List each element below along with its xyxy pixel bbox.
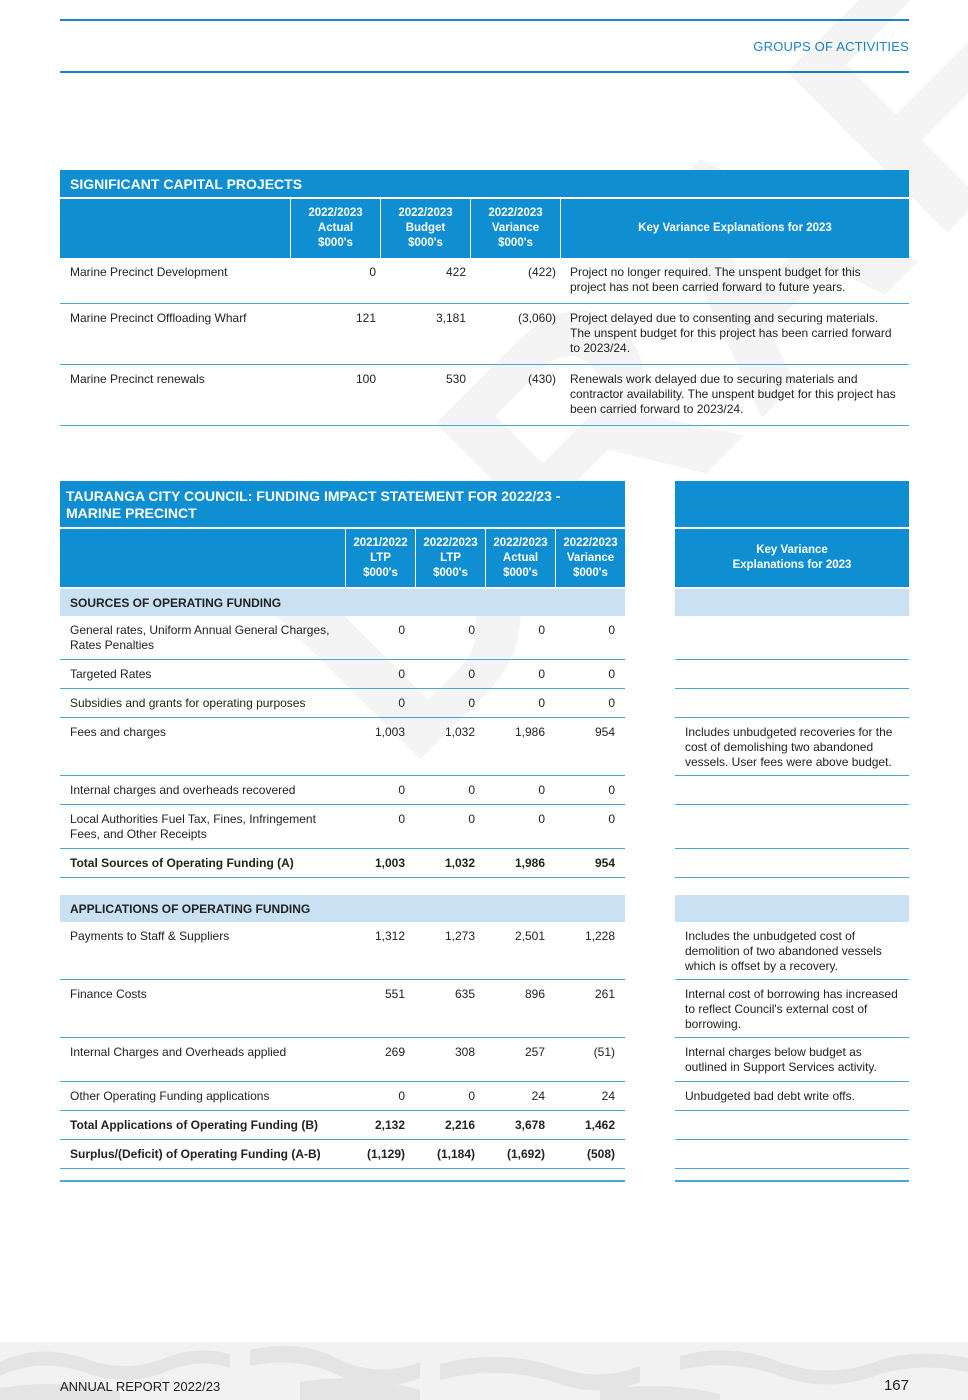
cell-value: 0: [468, 783, 475, 797]
cell-value: 0: [468, 623, 475, 637]
cell-value: 1,032: [444, 725, 475, 739]
cell-value: 0: [398, 623, 405, 637]
variance-value: (430): [527, 372, 556, 386]
col-actual-2223: 2022/2023 Actual $000's: [485, 529, 555, 587]
capital-projects-header: [60, 199, 909, 258]
cell-value: 24: [531, 1089, 545, 1103]
explanation-cell: [675, 1111, 909, 1140]
cell-value: 0: [398, 696, 405, 710]
variance-value: (422): [527, 265, 556, 279]
cell-value: (1,129): [366, 1147, 405, 1161]
cell-value: 0: [608, 667, 615, 681]
explanation-text: Renewals work delayed due to securing materials and contractor availability. The unspent budget for this project has been carried forward to 2023/24.: [570, 372, 896, 416]
row-label: Marine Precinct renewals: [70, 372, 205, 386]
cell-value: 24: [601, 1089, 615, 1103]
cell-value: 0: [538, 667, 545, 681]
explanation-cell: [675, 660, 909, 689]
actual-value: 121: [355, 311, 376, 325]
cell-value: 0: [398, 1089, 405, 1103]
table-row: [60, 718, 625, 776]
cell-value: 0: [538, 696, 545, 710]
funding-impact-table: [60, 481, 625, 1169]
section-label: GROUPS OF ACTIVITIES: [753, 39, 909, 54]
row-label: Fees and charges: [70, 725, 167, 739]
budget-value: 422: [445, 265, 466, 279]
cell-value: (508): [586, 1147, 615, 1161]
row-label: Finance Costs: [70, 987, 147, 1001]
cell-value: (51): [593, 1045, 615, 1059]
cell-value: 0: [538, 623, 545, 637]
cell-value: 1,312: [374, 929, 405, 943]
cell-value: 0: [398, 783, 405, 797]
cell-value: 0: [608, 812, 615, 826]
funding-impact-header: [60, 529, 625, 587]
table-row: [60, 922, 625, 980]
actual-value: 100: [355, 372, 376, 386]
table-row: [60, 1082, 625, 1111]
table-row: [60, 689, 625, 718]
sources-section-heading: SOURCES OF OPERATING FUNDING: [60, 587, 625, 616]
explanation-cell: Includes unbudgeted recoveries for the cost of demolishing two abandoned vessels. User fees were above budget.: [675, 718, 909, 776]
table-bottom-rule: [675, 1180, 909, 1182]
cell-value: 0: [538, 812, 545, 826]
cell-value: 1,986: [514, 856, 545, 870]
cell-value: 1,003: [374, 856, 405, 870]
cell-value: 0: [608, 623, 615, 637]
cell-value: 1,986: [514, 725, 545, 739]
funding-impact-title: TAURANGA CITY COUNCIL: FUNDING IMPACT STATEMENT FOR 2022/23 - MARINE PRECINCT: [60, 481, 625, 529]
footer-report-title: ANNUAL REPORT 2022/23: [60, 1379, 221, 1394]
cell-value: 2,501: [514, 929, 545, 943]
row-label: Marine Precinct Offloading Wharf: [70, 311, 247, 325]
budget-value: 3,181: [435, 311, 466, 325]
table-row: [60, 365, 909, 426]
col-ltp-2223: 2022/2023 LTP $000's: [415, 529, 485, 587]
cell-value: 0: [608, 696, 615, 710]
cell-value: 257: [524, 1045, 545, 1059]
explanation-cell: Unbudgeted bad debt write offs.: [675, 1082, 909, 1111]
col-variance: 2022/2023 Variance $000's: [470, 199, 560, 258]
table-row: [60, 660, 625, 689]
table-row: [60, 258, 909, 304]
explanation-cell: Internal cost of borrowing has increased to reflect Council's external cost of borrowing.: [675, 980, 909, 1038]
cell-value: 0: [468, 696, 475, 710]
row-label: Internal charges and overheads recovered: [70, 783, 296, 797]
explanation-cell: [675, 689, 909, 718]
applications-section-heading: APPLICATIONS OF OPERATING FUNDING: [60, 893, 625, 922]
explanation-text: Project no longer required. The unspent budget for this project has not been carried forward to future years.: [570, 265, 861, 294]
row-label: Total Sources of Operating Funding (A): [70, 856, 294, 870]
actual-value: 0: [369, 265, 376, 279]
explanation-cell: [675, 616, 909, 660]
key-variance-header: Key Variance Explanations for 2023: [675, 529, 909, 587]
budget-value: 530: [445, 372, 466, 386]
key-variance-column: [675, 481, 909, 1169]
row-label: Other Operating Funding applications: [70, 1089, 270, 1103]
header-bottom-rule: [60, 71, 909, 73]
cell-value: 1,462: [584, 1118, 615, 1132]
cell-value: 3,678: [514, 1118, 545, 1132]
col-budget: 2022/2023 Budget $000's: [380, 199, 470, 258]
explanation-cell: [675, 1140, 909, 1169]
table-bottom-rule: [60, 1180, 625, 1182]
explanation-cell: Includes the unbudgeted cost of demolition of two abandoned vessels which is offset by a recovery.: [675, 922, 909, 980]
cell-value: 2,216: [444, 1118, 475, 1132]
col-explanations: Key Variance Explanations for 2023: [560, 199, 909, 258]
col-ltp-2122: 2021/2022 LTP $000's: [345, 529, 415, 587]
header-top-rule: [60, 19, 909, 21]
col-actual: 2022/2023 Actual $000's: [290, 199, 380, 258]
cell-value: 635: [454, 987, 475, 1001]
total-sources-row: [60, 849, 625, 878]
cell-value: 1,003: [374, 725, 405, 739]
row-label: Marine Precinct Development: [70, 265, 228, 279]
cell-value: 269: [384, 1045, 405, 1059]
cell-value: (1,184): [436, 1147, 475, 1161]
cell-value: 551: [384, 987, 405, 1001]
cell-value: 1,228: [584, 929, 615, 943]
total-applications-row: [60, 1111, 625, 1140]
row-label: Subsidies and grants for operating purposes: [70, 696, 306, 710]
row-label: Local Authorities Fuel Tax, Fines, Infringement Fees, and Other Receipts: [70, 812, 316, 841]
row-label: Surplus/(Deficit) of Operating Funding (A-B): [70, 1147, 321, 1161]
variance-value: (3,060): [517, 311, 556, 325]
col-variance-2223: 2022/2023 Variance $000's: [555, 529, 625, 587]
cell-value: 1,032: [444, 856, 475, 870]
explanation-cell: [675, 849, 909, 878]
capital-projects-table: [60, 170, 909, 426]
row-label: Internal Charges and Overheads applied: [70, 1045, 287, 1059]
explanation-cell: Internal charges below budget as outlined in Support Services activity.: [675, 1038, 909, 1082]
cell-value: 0: [538, 783, 545, 797]
cell-value: 0: [468, 667, 475, 681]
table-row: [60, 776, 625, 805]
row-label: Payments to Staff & Suppliers: [70, 929, 230, 943]
cell-value: 0: [468, 1089, 475, 1103]
cell-value: 954: [594, 856, 615, 870]
cell-value: 2,132: [374, 1118, 405, 1132]
surplus-deficit-row: [60, 1140, 625, 1169]
cell-value: 1,273: [444, 929, 475, 943]
explanation-cell: [675, 805, 909, 849]
explanation-cell: [675, 776, 909, 805]
cell-value: (1,692): [506, 1147, 545, 1161]
capital-projects-title: SIGNIFICANT CAPITAL PROJECTS: [60, 170, 909, 199]
cell-value: 0: [398, 667, 405, 681]
row-label: Targeted Rates: [70, 667, 152, 681]
table-row: [60, 616, 625, 660]
cell-value: 896: [524, 987, 545, 1001]
explanation-text: Project delayed due to consenting and securing materials. The unspent budget for this project has been carried forward to 2023/24.: [570, 311, 892, 355]
cell-value: 954: [594, 725, 615, 739]
cell-value: 308: [454, 1045, 475, 1059]
table-row: [60, 1038, 625, 1082]
cell-value: 0: [468, 812, 475, 826]
cell-value: 261: [594, 987, 615, 1001]
cell-value: 0: [608, 783, 615, 797]
row-label: General rates, Uniform Annual General Charges, Rates Penalties: [70, 623, 330, 652]
table-row: [60, 980, 625, 1038]
row-label: Total Applications of Operating Funding (B): [70, 1118, 318, 1132]
table-row: [60, 304, 909, 365]
page-number: 167: [883, 1377, 909, 1394]
table-row: [60, 805, 625, 849]
cell-value: 0: [398, 812, 405, 826]
